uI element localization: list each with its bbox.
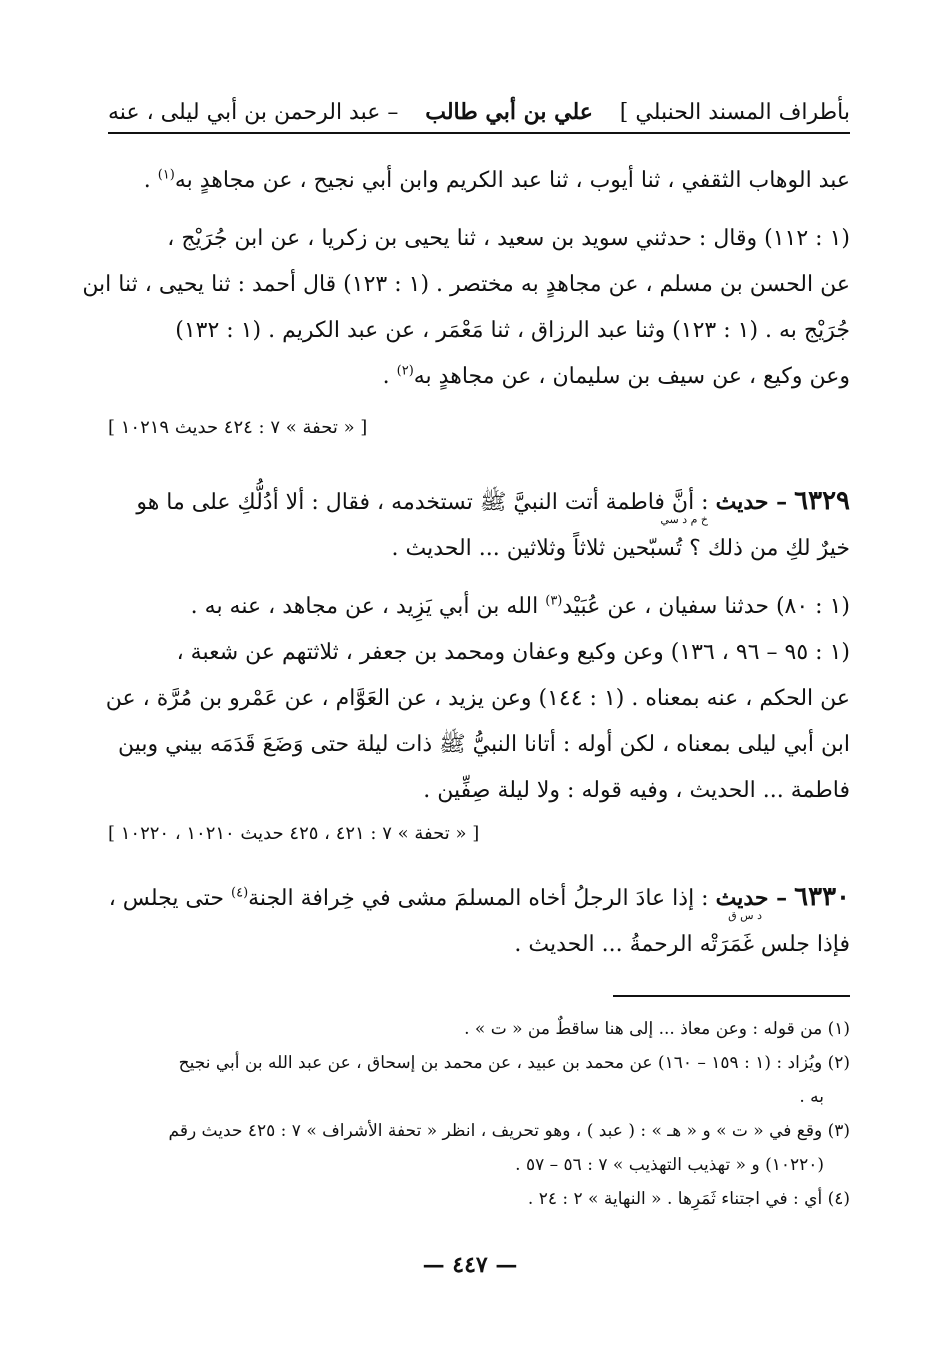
header-right: – عبد الرحمن بن أبي ليلى ، عنه	[108, 99, 399, 125]
hadith-number: ٦٣٢٩	[794, 486, 850, 516]
paragraph-2	[105, 584, 850, 814]
footnotes	[108, 1012, 850, 1216]
hadith-6330	[108, 874, 850, 968]
source-codes: خ م د سي	[660, 513, 708, 526]
footnote-1: (١) من قوله : وعن معاذ ... إلى هنا ساقطٌ من « ت » .	[464, 1019, 850, 1039]
hadith-6329	[108, 478, 850, 572]
header-center: علي بن أبي طالب	[425, 99, 593, 125]
header-left: بأطراف المسند الحنبلي ]	[619, 99, 850, 125]
text-line: فإذا جلس غَمَرَتْه الرحمةُ ... الحديث .	[514, 932, 850, 957]
text-line: عن الحسن بن مسلم ، عن مجاهدٍ به مختصر . (١ : ١٢٣) قال أحمد : ثنا يحيى ، ثنا ابن	[82, 272, 850, 297]
source-codes: د س ق	[728, 909, 762, 922]
page-number: — ٤٤٧ —	[422, 1252, 518, 1278]
text-line: (١ : ١١٢) وقال : حدثني سويد بن سعيد ، ثنا يحيى بن زكريا ، عن ابن جُرَيْج ،	[167, 226, 850, 251]
hadith-number: ٦٣٣٠	[794, 882, 850, 912]
text-line: عن الحكم ، عنه بمعناه . (١ : ١٤٤) وعن يزيد ، عن العَوَّام ، عن عَمْرو بن مُرَّة ، عن	[105, 686, 850, 711]
hadith-label: – حديث	[715, 885, 788, 911]
footnote-2: (٢) ويُزاد : (١ : ١٥٩ – ١٦٠) عن محمد بن عبيد ، عن محمد بن إسحاق ، عن عبد الله بن أبي نجيح	[178, 1053, 850, 1073]
footnote-divider	[613, 995, 850, 997]
intro-paragraph	[108, 158, 850, 204]
intro-line: عبد الوهاب الثقفي ، ثنا أيوب ، ثنا عبد الكريم وابن أبي نجيح ، عن مجاهدٍ به$^{(١)}$ .	[143, 167, 850, 193]
hadith-heading-line: ٦٣٢٩ – حديث : أنَّ فاطمة أتت النبيَّ ﷺ تستخدمه ، فقال : ألا أدُلُّكِ على ما هو	[136, 486, 850, 516]
tuhfa-reference-2: [ « تحفة » ٧ : ٤٢١ ، ٤٢٥ حديث ١٠٢١٠ ، ١٠٢٢٠ ]	[108, 823, 480, 844]
tuhfa-reference-1: [ « تحفة » ٧ : ٤٢٤ حديث ١٠٢١٩ ]	[108, 417, 368, 438]
footnote-3: (٣) وقع في « ت » و « هـ » : ( عبد ) ، وهو تحريف ، انظر « تحفة الأشراف » ٧ : ٤٢٥ حديث رقم	[168, 1121, 850, 1141]
footnote-3-cont: (١٠٢٢٠) و « تهذيب التهذيب » ٧ : ٥٦ – ٥٧ .	[515, 1155, 824, 1175]
hadith-heading-line: ٦٣٣٠ – حديث : إذا عادَ الرجلُ أخاه المسلمَ مشى في خِرافة الجنة$^{(٤)}$ حتى يجلس ،	[108, 882, 850, 912]
text-line: فاطمة ... الحديث ، وفيه قوله : ولا ليلة صِفِّين .	[423, 778, 850, 803]
text-line: جُرَيْج به . (١ : ١٢٣) وثنا عبد الرزاق ، ثنا مَعْمَر ، عن عبد الكريم . (١ : ١٣٢)	[175, 318, 850, 343]
text-line: (١ : ٩٥ – ٩٦ ، ١٣٦) وعن وكيع وعفان ومحمد بن جعفر ، ثلاثتهم عن شعبة ،	[176, 640, 850, 665]
text-line: ابن أبي ليلى بمعناه ، لكن أوله : أتانا النبيُّ ﷺ ذات ليلة حتى وَضَعَ قَدَمَه بيني وبين	[118, 732, 850, 757]
text-line: وعن وكيع ، عن سيف بن سليمان ، عن مجاهدٍ به$^{(٢)}$ .	[382, 363, 850, 389]
footnote-4: (٤) أي : في اجتناء ثَمَرِها . « النهاية » ٢ : ٢٤ .	[527, 1189, 850, 1209]
text-line: (١ : ٨٠) حدثنا سفيان ، عن عُبَيْد$^{(٣)}$ الله بن أبي يَزِيد ، عن مجاهد ، عنه به .	[190, 593, 850, 619]
hadith-label: – حديث	[715, 489, 788, 515]
footnote-2-cont: به .	[799, 1087, 824, 1107]
text-line: خيرٌ لكِ من ذلك ؟ تُسبّحين ثلاثاً وثلاثين ... الحديث .	[391, 536, 850, 561]
paragraph-1	[82, 216, 850, 400]
running-header	[108, 92, 850, 134]
